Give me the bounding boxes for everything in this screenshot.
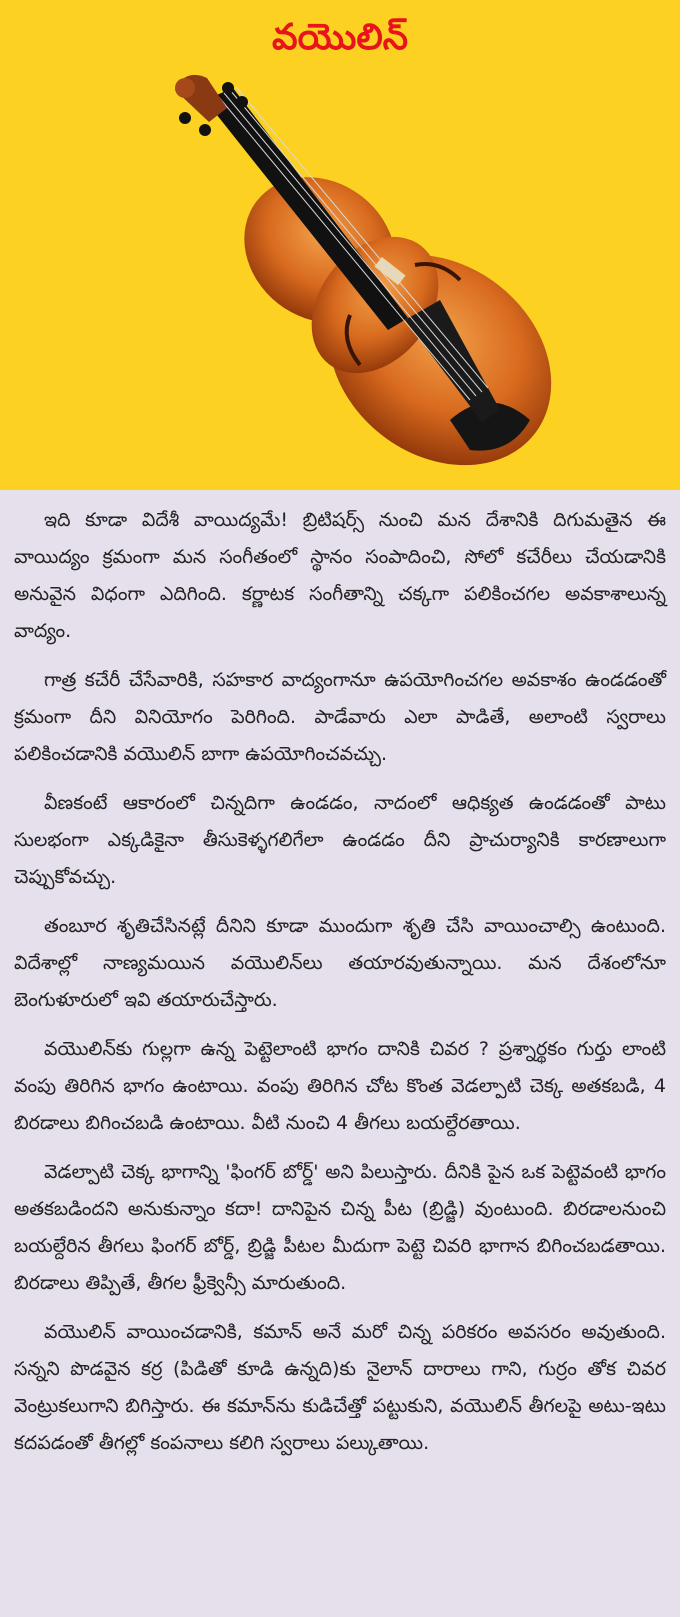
paragraph: వెడల్పాటి చెక్క భాగాన్ని 'ఫింగర్ బోర్డ్' అని పిలుస్తారు. దీనికి పైన ఒక పెట్టెవంటి భాగం అతకబడిందని అనుకున్నాం కదా! దానిపైన చిన్న పీట (బ్రిడ్జి) వుంటుంది. బిరడాలనుంచి బయల్దేరిన తీగలు ఫింగర్ బోర్డ్, బ్రిడ్జి పీటల మీదుగా పెట్టె చివరి భాగాన బిగించబడతాయి. బిరడాలు తిప్పితే, తీగల ఫ్రీక్వెన్సీ మారుతుంది. xyxy=(14,1161,666,1294)
page-title: వయొలిన్ xyxy=(271,17,408,58)
header-panel xyxy=(0,0,680,490)
paragraph: గాత్ర కచేరీ చేసేవారికి, సహకార వాద్యంగానూ ఉపయోగించగల అవకాశం ఉండడంతో క్రమంగా దీని వినియోగం పెరిగింది. పాడేవారు ఎలా పాడితే, అలాంటి స్వరాలు పలికించడానికి వయొలిన్ బాగా ఉపయోగించవచ్చు. xyxy=(14,669,666,765)
paragraph: వీణకంటే ఆకారంలో చిన్నదిగా ఉండడం, నాదంలో ఆధిక్యత ఉండడంతో పాటు సులభంగా ఎక్కడికైనా తీసుకెళ్ళగలిగేలా ఉండడం దీని ప్రాచుర్యానికి కారణాలుగా చెప్పుకోవచ్చు. xyxy=(14,792,666,888)
violin-illustration xyxy=(150,60,580,490)
violin-icon xyxy=(150,60,580,490)
page-margin xyxy=(680,0,700,1617)
paragraph: వయొలిన్ వాయించడానికి, కమాన్ అనే మరో చిన్న పరికరం అవసరం అవుతుంది. సన్నని పొడవైన కర్ర (పిడితో కూడి ఉన్నది)కు నైలాన్ దారాలు గాని, గుర్రం తోక చివర వెంట్రుకలుగాని బిగిస్తారు. ఈ కమాన్‌ను కుడిచేత్తో పట్టుకుని, వయొలిన్ తీగలపై అటు-ఇటు కదపడంతో తీగల్లో కంపనాలు కలిగి స్వరాలు పల్కుతాయి. xyxy=(14,1321,666,1454)
paragraph: వయొలిన్‌కు గుల్లగా ఉన్న పెట్టెలాంటి భాగం దానికి చివర ? ప్రశ్నార్థకం గుర్తు లాంటి వంపు తిరిగిన భాగం ఉంటాయి. వంపు తిరిగిన చోట కొంత వెడల్పాటి చెక్క అతకబడి, 4 బిరడాలు బిగించబడి ఉంటాయి. వీటి నుంచి 4 తీగలు బయల్దేరతాయి. xyxy=(14,1038,666,1134)
paragraph: తంబూర శృతిచేసినట్లే దీనిని కూడా ముందుగా శృతి చేసి వాయించాల్సి ఉంటుంది. విదేశాల్లో నాణ్యమయిన వయొలిన్‌లు తయారవుతున్నాయి. మన దేశంలోనూ బెంగుళూరులో ఇవి తయారుచేస్తారు. xyxy=(14,915,666,1011)
paragraph: ఇది కూడా విదేశీ వాయిద్యమే! బ్రిటిషర్స్ నుంచి మన దేశానికి దిగుమతైన ఈ వాయిద్యం క్రమంగా మన సంగీతంలో స్థానం సంపాదించి, సోలో కచేరీలు చేయడానికి అనువైన విధంగా ఎదిగింది. కర్ణాటక సంగీతాన్ని చక్కగా పలికించగల అవకాశాలున్న వాద్యం. xyxy=(14,509,666,642)
article-body xyxy=(0,490,680,1617)
